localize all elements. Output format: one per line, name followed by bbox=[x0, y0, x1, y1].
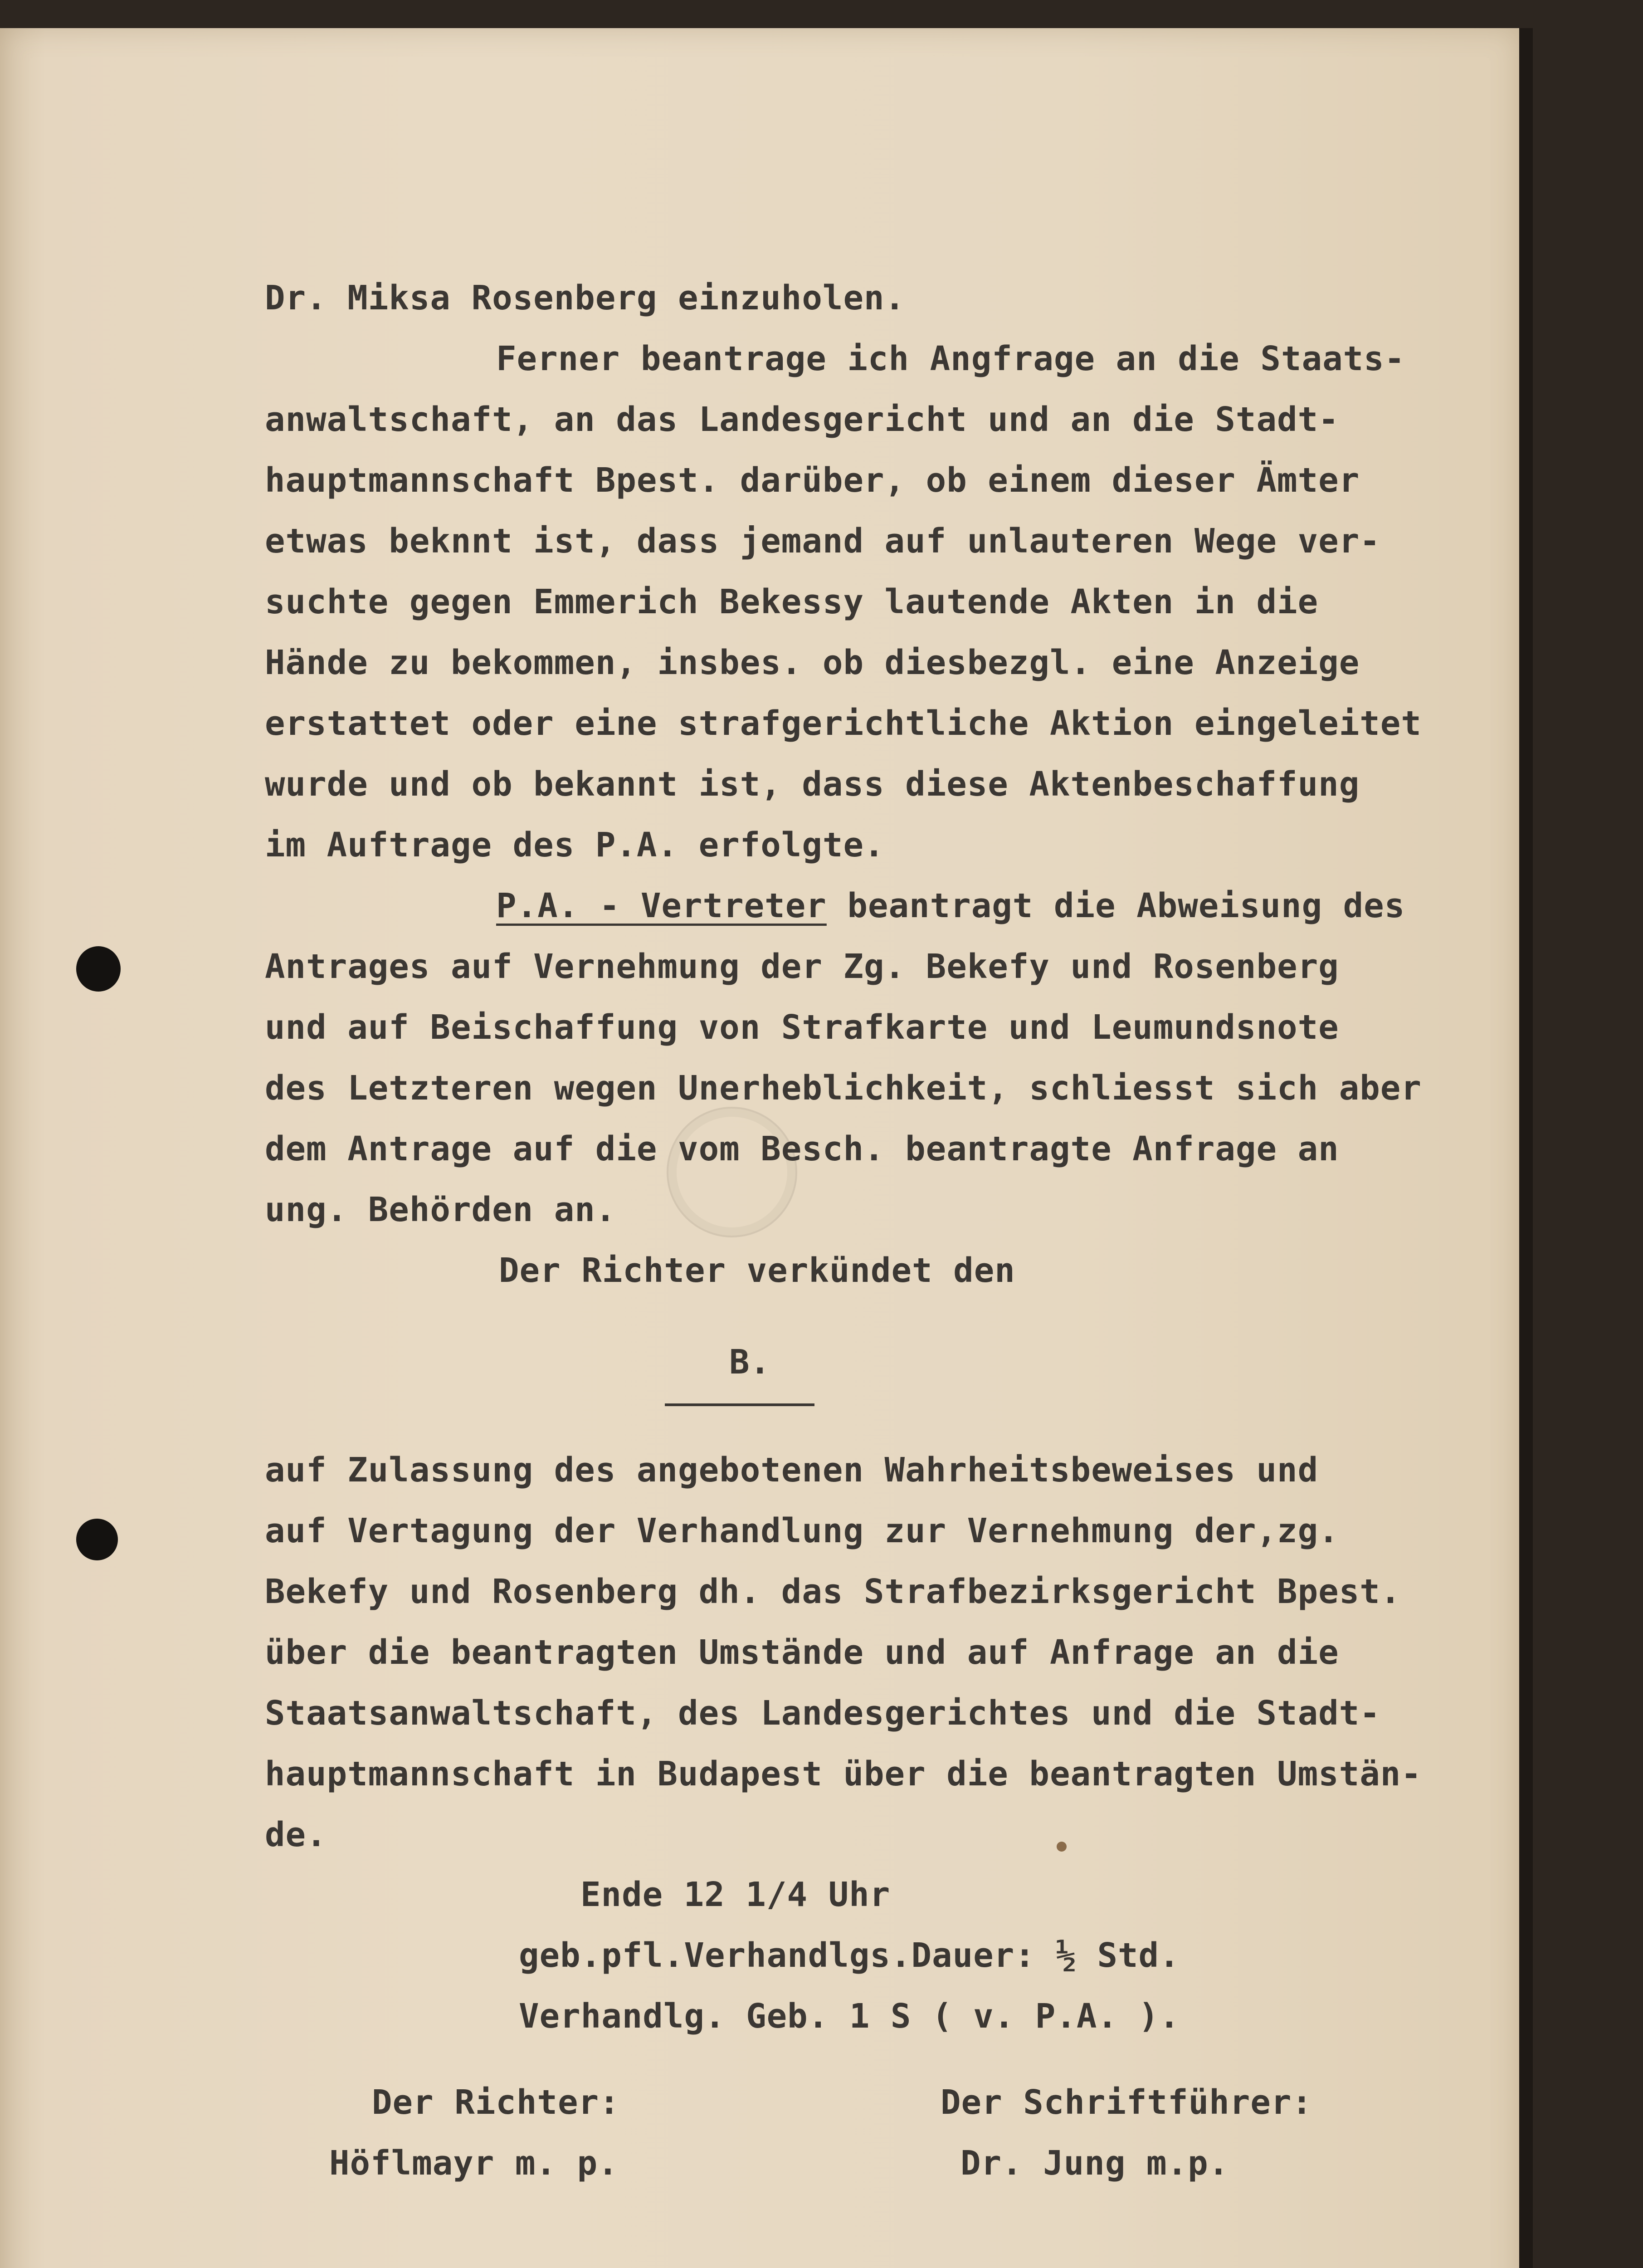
fee-line: Verhandlg. Geb. 1 S ( v. P.A. ). bbox=[519, 1997, 1180, 2036]
text-line: wurde und ob bekannt ist, dass diese Aktenbeschaffung bbox=[265, 765, 1360, 804]
text-line: erstattet oder eine strafgerichtliche Aktion eingeleitet bbox=[265, 704, 1422, 743]
text-line: Hände zu bekommen, insbes. ob diesbezgl. eine Anzeige bbox=[265, 643, 1360, 682]
text-line: Antrages auf Vernehmung der Zg. Bekefy und Rosenberg bbox=[265, 947, 1339, 986]
text-line: über die beantragten Umstände und auf Anfrage an die bbox=[265, 1633, 1339, 1672]
text-line: de. bbox=[265, 1815, 327, 1854]
duration-line: geb.pfl.Verhandlgs.Dauer: ½ Std. bbox=[519, 1936, 1180, 1975]
text-line: etwas beknnt ist, dass jemand auf unlauteren Wege ver- bbox=[265, 522, 1380, 561]
text-line bbox=[496, 875, 1405, 936]
text-line: Ferner beantrage ich Angfrage an die Staats- bbox=[496, 339, 1405, 378]
text-line: suchte gegen Emmerich Bekessy lautende Akten in die bbox=[265, 582, 1319, 621]
text-line: im Auftrage des P.A. erfolgte. bbox=[265, 826, 885, 865]
text-line: hauptmannschaft in Budapest über die beantragten Umstän- bbox=[265, 1755, 1422, 1794]
punch-hole bbox=[76, 946, 121, 992]
text-line: Staatsanwaltschaft, des Landesgerichtes und die Stadt- bbox=[265, 1694, 1380, 1733]
text-line: ung. Behörden an. bbox=[265, 1190, 616, 1229]
clerk-title: Der Schriftführer: bbox=[941, 2083, 1312, 2122]
decision-heading: B. bbox=[729, 1343, 771, 1382]
heading-rule bbox=[665, 1403, 814, 1406]
judge-title: Der Richter: bbox=[372, 2083, 620, 2122]
page-edge-shadow bbox=[1519, 28, 1533, 2268]
text-line: hauptmannschaft Bpest. darüber, ob einem dieser Ämter bbox=[265, 461, 1360, 500]
typed-text-block bbox=[265, 268, 1489, 2268]
text-line: des Letzteren wegen Unerheblichkeit, schliesst sich aber bbox=[265, 1069, 1422, 1108]
text-line: auf Vertagung der Verhandlung zur Vernehmung der,zg. bbox=[265, 1511, 1339, 1550]
clerk-name: Dr. Jung m.p. bbox=[960, 2144, 1229, 2183]
pa-representative-label: P.A. - Vertreter bbox=[496, 886, 827, 925]
text-line: Bekefy und Rosenberg dh. das Strafbezirksgericht Bpest. bbox=[265, 1572, 1401, 1611]
text-line: anwaltschaft, an das Landesgericht und an die Stadt- bbox=[265, 400, 1339, 439]
end-time: Ende 12 1/4 Uhr bbox=[580, 1875, 891, 1914]
text-line: auf Zulassung des angebotenen Wahrheitsbeweises und bbox=[265, 1451, 1319, 1490]
text-line: Dr. Miksa Rosenberg einzuholen. bbox=[265, 279, 906, 318]
judge-name: Höflmayr m. p. bbox=[329, 2144, 619, 2183]
text-line: und auf Beischaffung von Strafkarte und Leumundsnote bbox=[265, 1008, 1339, 1047]
pa-statement: beantragt die Abweisung des bbox=[826, 886, 1405, 925]
text-line: dem Antrage auf die vom Besch. beantragte Anfrage an bbox=[265, 1129, 1339, 1168]
punch-hole bbox=[76, 1519, 118, 1560]
text-line: Der Richter verkündet den bbox=[499, 1251, 1015, 1290]
